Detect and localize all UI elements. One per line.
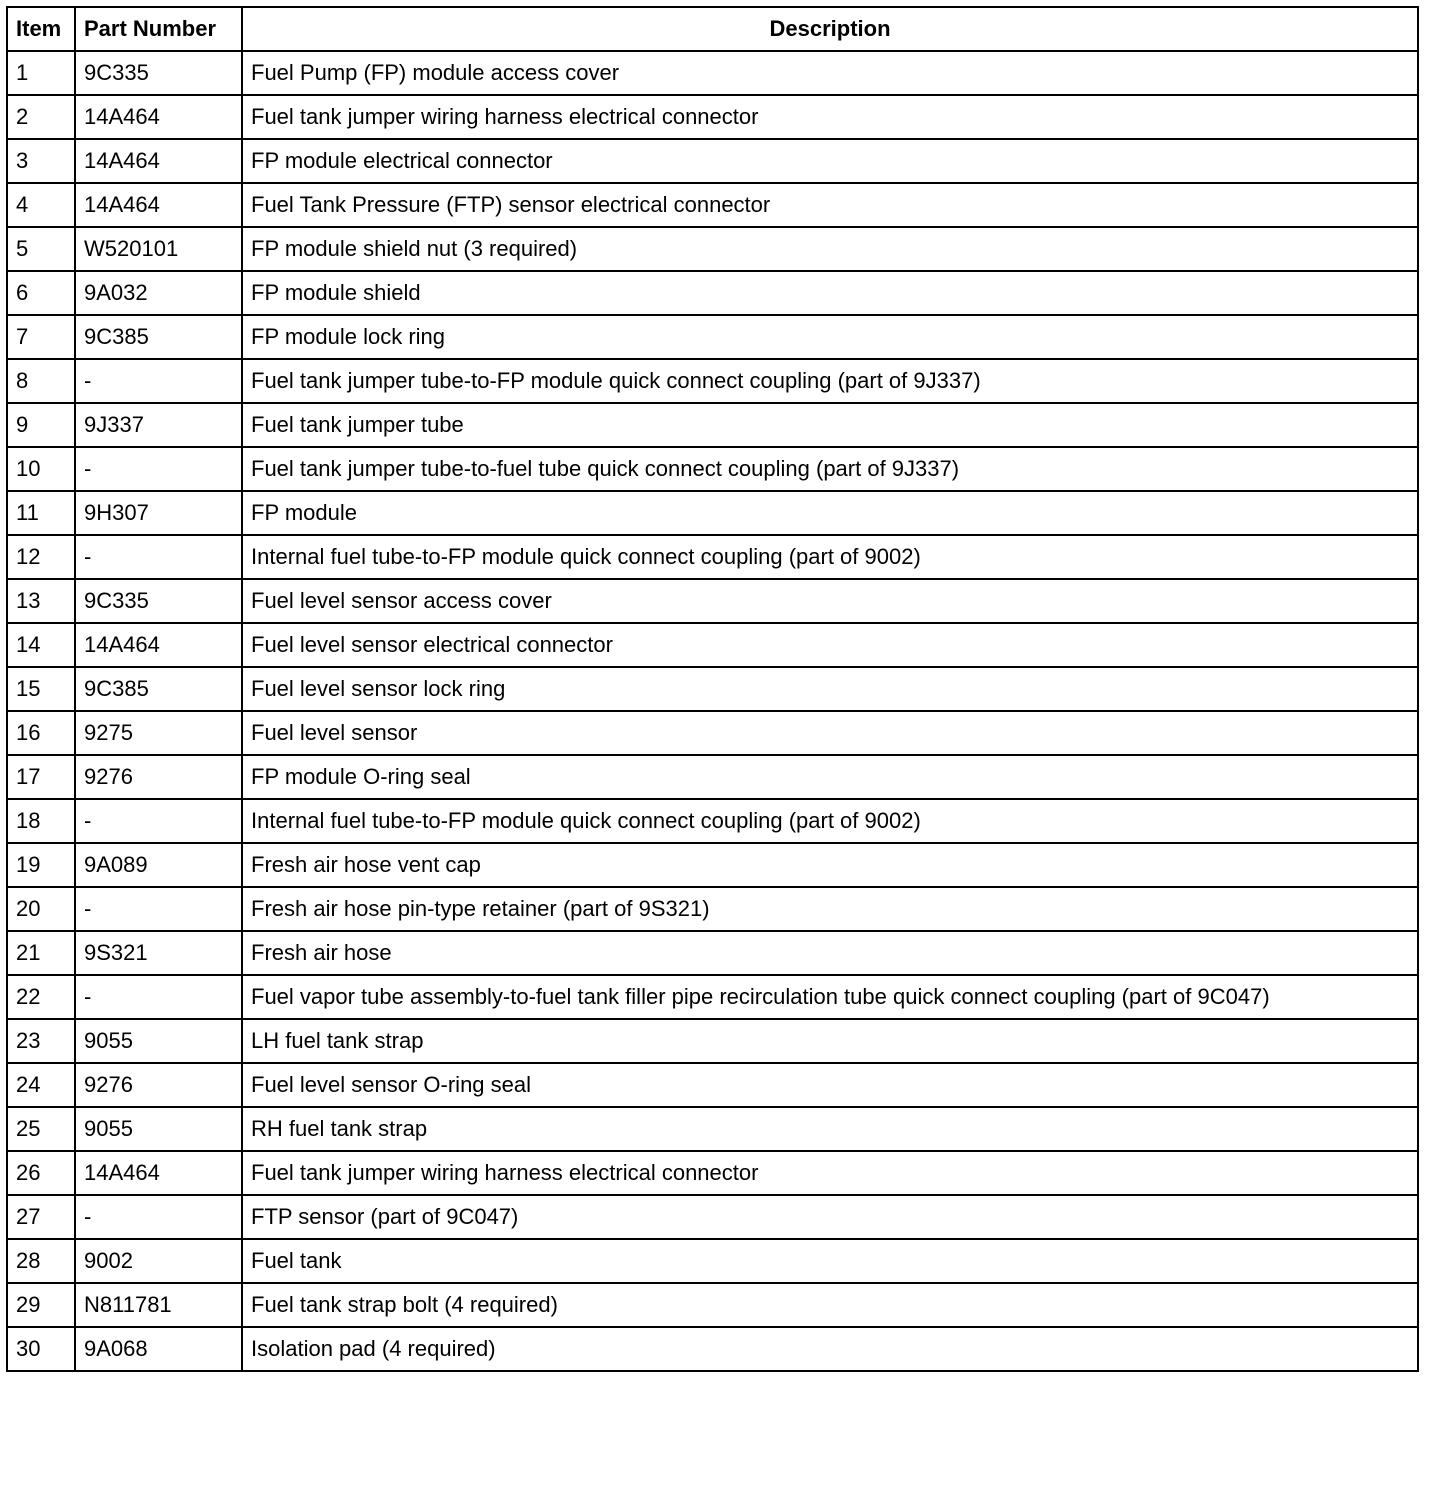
part-number-cell: 9C385 — [75, 667, 242, 711]
description-cell: Fuel Tank Pressure (FTP) sensor electrical connector — [242, 183, 1418, 227]
part-number-cell: 14A464 — [75, 183, 242, 227]
part-number-cell: 9J337 — [75, 403, 242, 447]
part-number-cell: - — [75, 1195, 242, 1239]
part-number-cell: - — [75, 799, 242, 843]
item-cell: 8 — [7, 359, 75, 403]
item-cell: 19 — [7, 843, 75, 887]
description-cell: Isolation pad (4 required) — [242, 1327, 1418, 1371]
description-cell: Internal fuel tube-to-FP module quick connect coupling (part of 9002) — [242, 799, 1418, 843]
parts-table — [6, 6, 1419, 1372]
part-number-cell: 9055 — [75, 1019, 242, 1063]
table-row — [7, 843, 1418, 887]
item-cell: 13 — [7, 579, 75, 623]
item-cell: 4 — [7, 183, 75, 227]
table-row — [7, 1019, 1418, 1063]
item-cell: 6 — [7, 271, 75, 315]
header-part-number: Part Number — [75, 7, 242, 51]
description-cell: FP module — [242, 491, 1418, 535]
item-cell: 27 — [7, 1195, 75, 1239]
description-cell: Fuel tank jumper wiring harness electrical connector — [242, 95, 1418, 139]
description-cell: FP module shield nut (3 required) — [242, 227, 1418, 271]
description-cell: FP module O-ring seal — [242, 755, 1418, 799]
item-cell: 9 — [7, 403, 75, 447]
description-cell: Fresh air hose — [242, 931, 1418, 975]
item-cell: 26 — [7, 1151, 75, 1195]
table-row — [7, 139, 1418, 183]
item-cell: 23 — [7, 1019, 75, 1063]
table-row — [7, 711, 1418, 755]
description-cell: Fuel level sensor electrical connector — [242, 623, 1418, 667]
table-row — [7, 1107, 1418, 1151]
part-number-cell: 9C385 — [75, 315, 242, 359]
description-cell: Fuel tank jumper tube — [242, 403, 1418, 447]
part-number-cell: - — [75, 887, 242, 931]
part-number-cell: 14A464 — [75, 1151, 242, 1195]
table-body — [7, 51, 1418, 1371]
table-row — [7, 491, 1418, 535]
item-cell: 5 — [7, 227, 75, 271]
description-cell: Fresh air hose vent cap — [242, 843, 1418, 887]
item-cell: 2 — [7, 95, 75, 139]
item-cell: 11 — [7, 491, 75, 535]
header-item: Item — [7, 7, 75, 51]
description-cell: Fuel vapor tube assembly-to-fuel tank filler pipe recirculation tube quick connect coupling (part of 9C047) — [242, 975, 1418, 1019]
table-row — [7, 1195, 1418, 1239]
description-cell: Internal fuel tube-to-FP module quick connect coupling (part of 9002) — [242, 535, 1418, 579]
description-cell: Fuel Pump (FP) module access cover — [242, 51, 1418, 95]
table-row — [7, 183, 1418, 227]
header-row — [7, 7, 1418, 51]
item-cell: 24 — [7, 1063, 75, 1107]
item-cell: 1 — [7, 51, 75, 95]
part-number-cell: - — [75, 535, 242, 579]
item-cell: 20 — [7, 887, 75, 931]
table-row — [7, 227, 1418, 271]
table-row — [7, 1063, 1418, 1107]
table-row — [7, 623, 1418, 667]
item-cell: 14 — [7, 623, 75, 667]
item-cell: 3 — [7, 139, 75, 183]
description-cell: Fuel level sensor — [242, 711, 1418, 755]
item-cell: 30 — [7, 1327, 75, 1371]
description-cell: FP module electrical connector — [242, 139, 1418, 183]
table-row — [7, 667, 1418, 711]
item-cell: 7 — [7, 315, 75, 359]
item-cell: 16 — [7, 711, 75, 755]
part-number-cell: N811781 — [75, 1283, 242, 1327]
part-number-cell: 9002 — [75, 1239, 242, 1283]
description-cell: Fuel tank strap bolt (4 required) — [242, 1283, 1418, 1327]
part-number-cell: 9C335 — [75, 579, 242, 623]
description-cell: FP module shield — [242, 271, 1418, 315]
item-cell: 18 — [7, 799, 75, 843]
table-row — [7, 799, 1418, 843]
table-row — [7, 1283, 1418, 1327]
part-number-cell: 14A464 — [75, 95, 242, 139]
item-cell: 10 — [7, 447, 75, 491]
part-number-cell: 9276 — [75, 755, 242, 799]
table-row — [7, 447, 1418, 491]
header-description: Description — [242, 7, 1418, 51]
table-row — [7, 887, 1418, 931]
part-number-cell: - — [75, 359, 242, 403]
table-header — [7, 7, 1418, 51]
part-number-cell: - — [75, 975, 242, 1019]
part-number-cell: 14A464 — [75, 623, 242, 667]
part-number-cell: 9055 — [75, 1107, 242, 1151]
part-number-cell: 9275 — [75, 711, 242, 755]
part-number-cell: 9A032 — [75, 271, 242, 315]
item-cell: 21 — [7, 931, 75, 975]
table-row — [7, 403, 1418, 447]
table-row — [7, 579, 1418, 623]
item-cell: 22 — [7, 975, 75, 1019]
table-row — [7, 1151, 1418, 1195]
item-cell: 25 — [7, 1107, 75, 1151]
part-number-cell: 14A464 — [75, 139, 242, 183]
part-number-cell: 9A068 — [75, 1327, 242, 1371]
part-number-cell: 9A089 — [75, 843, 242, 887]
table-row — [7, 1327, 1418, 1371]
item-cell: 12 — [7, 535, 75, 579]
table-row — [7, 931, 1418, 975]
item-cell: 17 — [7, 755, 75, 799]
part-number-cell: W520101 — [75, 227, 242, 271]
description-cell: Fuel tank jumper wiring harness electrical connector — [242, 1151, 1418, 1195]
table-row — [7, 271, 1418, 315]
table-row — [7, 755, 1418, 799]
part-number-cell: 9S321 — [75, 931, 242, 975]
table-row — [7, 975, 1418, 1019]
part-number-cell: 9276 — [75, 1063, 242, 1107]
description-cell: Fuel tank jumper tube-to-fuel tube quick connect coupling (part of 9J337) — [242, 447, 1418, 491]
table-row — [7, 359, 1418, 403]
item-cell: 15 — [7, 667, 75, 711]
item-cell: 29 — [7, 1283, 75, 1327]
table-row — [7, 51, 1418, 95]
part-number-cell: - — [75, 447, 242, 491]
part-number-cell: 9C335 — [75, 51, 242, 95]
table-row — [7, 1239, 1418, 1283]
description-cell: Fuel level sensor access cover — [242, 579, 1418, 623]
description-cell: Fuel tank jumper tube-to-FP module quick connect coupling (part of 9J337) — [242, 359, 1418, 403]
description-cell: Fresh air hose pin-type retainer (part of 9S321) — [242, 887, 1418, 931]
description-cell: FP module lock ring — [242, 315, 1418, 359]
table-row — [7, 535, 1418, 579]
description-cell: RH fuel tank strap — [242, 1107, 1418, 1151]
table-row — [7, 95, 1418, 139]
part-number-cell: 9H307 — [75, 491, 242, 535]
description-cell: FTP sensor (part of 9C047) — [242, 1195, 1418, 1239]
item-cell: 28 — [7, 1239, 75, 1283]
description-cell: LH fuel tank strap — [242, 1019, 1418, 1063]
table-row — [7, 315, 1418, 359]
description-cell: Fuel level sensor lock ring — [242, 667, 1418, 711]
description-cell: Fuel tank — [242, 1239, 1418, 1283]
description-cell: Fuel level sensor O-ring seal — [242, 1063, 1418, 1107]
